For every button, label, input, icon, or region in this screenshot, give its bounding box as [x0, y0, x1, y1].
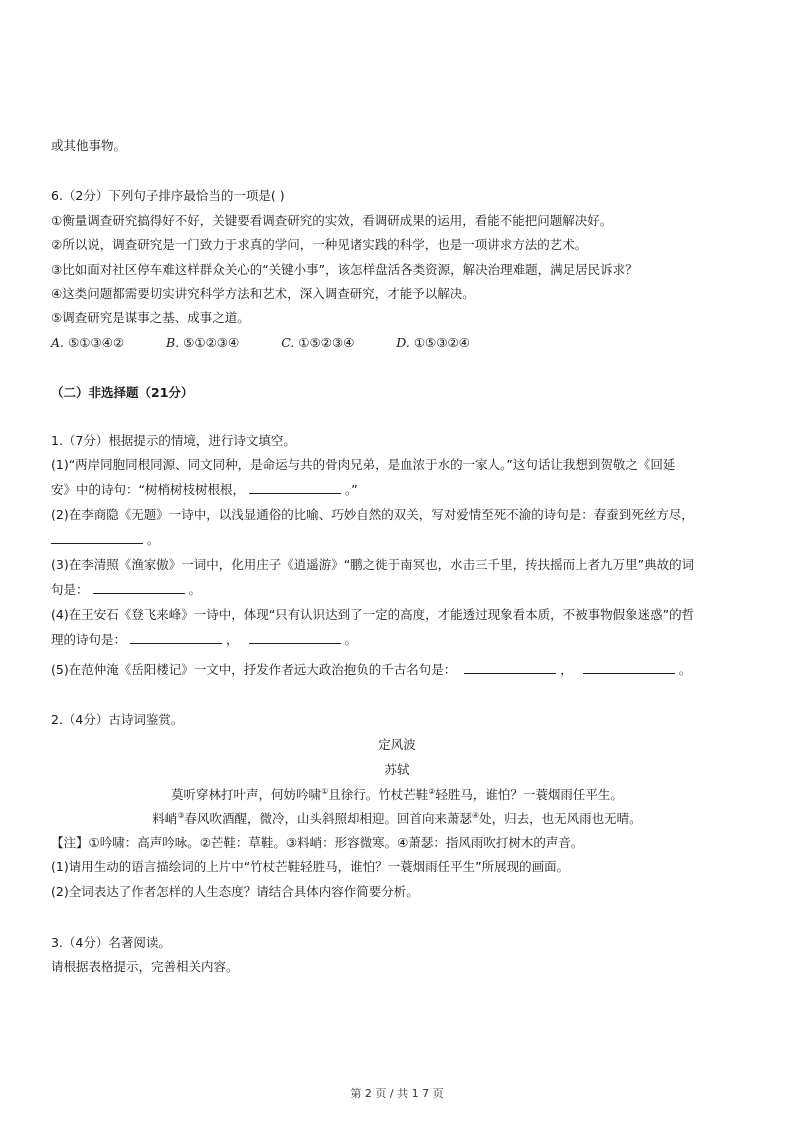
q6-option-b[interactable]: B. ⑤①②③④: [166, 335, 240, 350]
q6-header: 6.（2分）下列句子排序最恰当的一项是( ): [51, 188, 285, 203]
q6-sentence-4: ④这类问题都需要切实讲究科学方法和艺术，深入调查研究，才能予以解决。: [51, 286, 475, 301]
answer-blank-1[interactable]: [249, 481, 341, 494]
q3-instruction: 请根据表格提示，完善相关内容。: [51, 959, 239, 974]
answer-blank-2[interactable]: [51, 531, 143, 544]
q1-item-5: (5)在范仲淹《岳阳楼记》一文中，抒发作者远大政治抱负的千古名句是： ， 。: [51, 662, 692, 677]
poem-notes: 【注】①吟啸：高声吟咏。②芒鞋：草鞋。③料峭：形容微寒。④萧瑟：指风雨吹打树木的声音。: [51, 835, 584, 850]
q1-item-2-line-1: (2)在李商隐《无题》一诗中，以浅显通俗的比喻、巧妙自然的双关，写对爱情至死不渝的诗句是：春蚕到死丝方尽，: [51, 507, 694, 522]
q6-sentence-2: ②所以说，调查研究是一门致力于求真的学问，一种见诸实践的科学，也是一项讲求方法的艺术。: [51, 237, 588, 252]
q1-item-3-line-1: (3)在李清照《渔家傲》一词中，化用庄子《逍遥游》“鹏之徙于南冥也，水击三千里，抟扶摇而上者九万里”典故的词: [51, 557, 695, 572]
answer-blank-3[interactable]: [93, 581, 185, 594]
answer-blank-7[interactable]: [583, 661, 675, 674]
q6-sentence-1: ①衡量调查研究搞得好不好，关键要看调查研究的实效，看调研成果的运用，看能不能把问题解决好。: [51, 213, 613, 228]
q1-item-2-line-2: 。: [51, 531, 744, 549]
q3-header: 3.（4分）名著阅读。: [51, 935, 171, 950]
q6-option-c[interactable]: C. ①⑤②③④: [281, 335, 355, 350]
q1-item-4-line-1: (4)在王安石《登飞来峰》一诗中，体现“只有认识达到了一定的高度，才能透过现象看本质，不被事物假象迷惑”的哲: [51, 607, 695, 622]
q1-item-4-line-2: 理的诗句是： ， 。: [51, 632, 358, 647]
answer-blank-6[interactable]: [464, 661, 556, 674]
q6-sentence-5: ⑤调查研究是谋事之基、成事之道。: [51, 310, 250, 325]
q6-option-d[interactable]: D. ①⑤③②④: [396, 335, 470, 350]
q2-header: 2.（4分）古诗词鉴赏。: [51, 712, 184, 727]
continued-text: 或其他事物。: [51, 138, 127, 153]
q1-item-3-line-2: 句是： 。: [51, 582, 202, 597]
page-footer: 第 2 页 / 共 1 7 页: [350, 1087, 444, 1100]
section-title: （二）非选择题（21分）: [51, 385, 194, 400]
answer-blank-4[interactable]: [130, 631, 222, 644]
q1-item-1-line-1: (1)“两岸同胞同根同源、同文同种，是命运与共的骨肉兄弟，是血浓于水的一家人。”这句话让我想到贺敬之《回延: [51, 457, 676, 472]
q6-options: [51, 334, 744, 352]
q2-subquestion-2: (2)全词表达了作者怎样的人生态度？请结合具体内容作简要分析。: [51, 884, 419, 899]
q6-sentence-3: ③比如面对社区停车难这样群众关心的“关键小事”，该怎样盘活各类资源，解决治理难题，满足居民诉求？: [51, 262, 638, 277]
q1-header: 1.（7分）根据提示的情境，进行诗文填空。: [51, 433, 296, 448]
poem-line-1: 莫听穿林打叶声，何妨吟啸①且徐行。竹杖芒鞋②轻胜马，谁怕？一蓑烟雨任平生。: [171, 786, 623, 802]
answer-blank-5[interactable]: [249, 631, 341, 644]
q6-option-a[interactable]: A. ⑤①③④②: [51, 335, 125, 350]
q1-item-1-line-2: 安》中的诗句：“树梢树枝树根根， 。”: [51, 482, 358, 497]
poem-line-2: 料峭③春风吹酒醒，微冷，山头斜照却相迎。回首向来萧瑟④处，归去，也无风雨也无晴。: [152, 810, 642, 826]
q2-subquestion-1: (1)请用生动的语言描绘词的上片中“竹杖芒鞋轻胜马，谁怕？一蓑烟雨任平生”所展现的画面。: [51, 859, 570, 874]
poem-title: 定风波: [378, 737, 416, 752]
poem-author: 苏轼: [384, 762, 410, 777]
